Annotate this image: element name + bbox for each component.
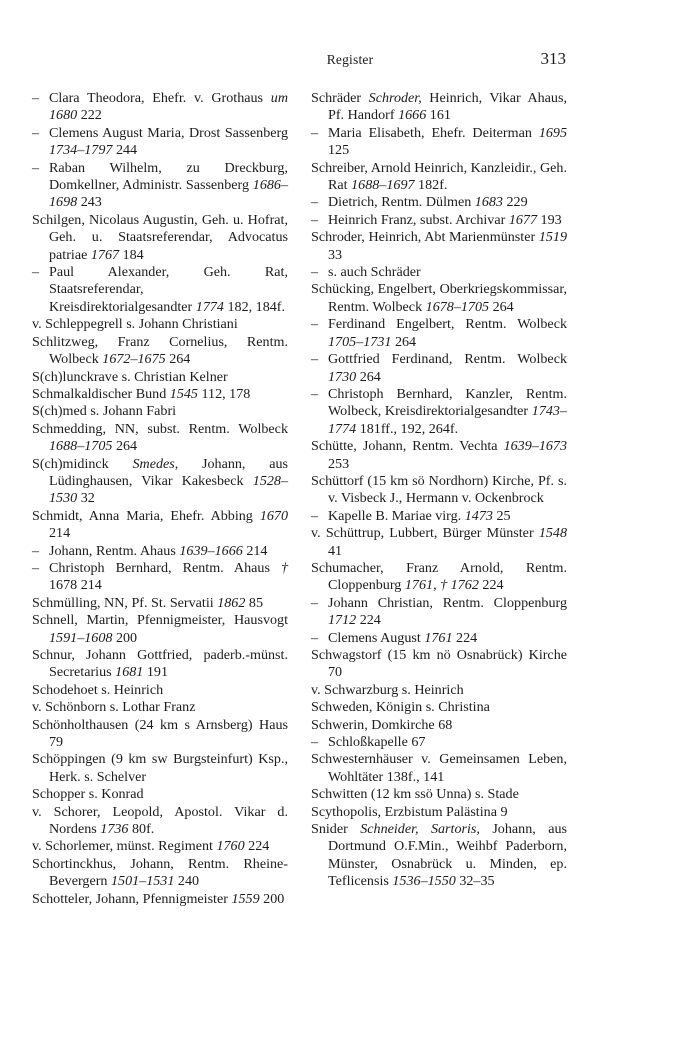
entry-text: 214 xyxy=(242,542,268,559)
entry-text: Clemens August Maria, Drost Sassenberg xyxy=(49,124,288,141)
entry-text: S(ch)midinck xyxy=(32,455,133,472)
index-subentry xyxy=(32,264,288,316)
entry-text: 264 xyxy=(391,333,417,350)
entry-text: Heinrich Franz, subst. Archivar xyxy=(328,211,509,228)
entry-italic-text: 1559 xyxy=(231,890,260,907)
entry-text: v. Schleppegrell s. Johann Christiani xyxy=(32,316,238,333)
subentry-dash: – xyxy=(311,594,319,611)
entry-italic-text: 1501–1531 xyxy=(110,873,175,890)
index-entry xyxy=(311,751,567,786)
entry-text: v. Schorlemer, münst. Regiment xyxy=(32,838,217,855)
entry-italic-text: 1767 xyxy=(90,246,120,263)
subentry-dash: – xyxy=(311,124,319,141)
entry-text: s. auch Schräder xyxy=(328,264,421,281)
entry-text: Schnell, Martin, Pfennigmeister, Hausvogt xyxy=(32,612,288,629)
entry-text: Schmedding, NN, subst. Rentm. Wolbeck xyxy=(32,420,288,437)
index-entry xyxy=(311,525,567,560)
index-entry xyxy=(32,212,288,264)
index-subentry xyxy=(311,316,567,351)
index-entry xyxy=(32,595,288,612)
entry-text: 125 xyxy=(328,142,350,159)
entry-text: Schweden, Königin s. Christina xyxy=(311,699,490,716)
entry-text: 182, 184f. xyxy=(223,298,286,315)
entry-italic-text: Schroder, xyxy=(368,90,422,106)
entry-italic-text: 1761, † 1762 xyxy=(404,577,479,594)
entry-text: 32 xyxy=(77,490,95,507)
entry-italic-text: 1683 xyxy=(474,194,503,211)
entry-italic-text: 1519 xyxy=(538,229,567,246)
entry-italic-text: 1473 xyxy=(464,507,493,524)
entry-text: Christoph Bernhard, Rentm. Ahaus xyxy=(49,559,281,576)
entry-text: Clemens August xyxy=(328,629,425,646)
entry-text: 161 xyxy=(426,107,451,124)
entry-italic-text: 1639–1673 xyxy=(503,438,567,455)
index-entry xyxy=(32,682,288,699)
subentry-dash: – xyxy=(32,264,40,281)
index-subentry xyxy=(311,595,567,630)
entry-text: Schnur, Johann Gottfried, paderb.-münst. Secretarius xyxy=(32,647,288,681)
entry-text: Schmidt, Anna Maria, Ehefr. Abbing xyxy=(32,507,260,524)
entry-text: Schönholthausen (24 km s Arnsberg) Haus 79 xyxy=(32,716,288,751)
subentry-dash: – xyxy=(311,211,319,228)
entry-text: 264 xyxy=(165,351,191,368)
entry-text: 200 xyxy=(112,629,138,646)
index-entry xyxy=(32,421,288,456)
entry-text: 264 xyxy=(489,298,514,315)
entry-italic-text: 1743–1774 xyxy=(328,403,567,437)
entry-italic-text: 1760 xyxy=(216,838,245,855)
index-entry xyxy=(32,334,288,369)
entry-italic-text: 1774 xyxy=(195,298,224,315)
index-entry xyxy=(32,891,288,908)
index-subentry xyxy=(32,90,288,125)
subentry-dash: – xyxy=(32,559,40,576)
entry-text: 240 xyxy=(174,873,200,890)
subentry-dash: – xyxy=(311,629,319,646)
index-entry xyxy=(32,804,288,839)
index-column-left xyxy=(32,90,288,908)
entry-text: Gottfried Ferdinand, Rentm. Wolbeck xyxy=(328,351,567,368)
entry-text: Schücking, Engelbert, Oberkriegskommissar, Rentm. Wolbeck xyxy=(311,281,567,315)
entry-text: Schwesternhäuser v. Gemeinsamen Leben, Wohltäter 138f., 141 xyxy=(311,751,567,785)
entry-italic-text: 1677 xyxy=(508,211,538,228)
index-entry xyxy=(311,786,567,803)
entry-italic-text: Smedes, xyxy=(132,455,179,472)
entry-text: 200 xyxy=(259,890,285,907)
index-entry xyxy=(32,316,288,333)
entry-italic-text: 1666 xyxy=(398,107,427,124)
entry-text: Christoph Bernhard, Kanzler, Rentm. Wolbeck, Kreisdirektorialgesandter xyxy=(328,385,567,420)
entry-text: 181ff., 192, 264f. xyxy=(356,420,459,437)
index-column-right xyxy=(311,90,567,891)
index-entry xyxy=(311,804,567,821)
entry-text: 243 xyxy=(77,194,102,211)
index-entry xyxy=(32,403,288,420)
entry-text: 224 xyxy=(356,612,381,629)
entry-italic-text: 1688–1697 xyxy=(351,177,415,194)
index-entry xyxy=(32,456,288,508)
index-subentry xyxy=(32,160,288,212)
entry-text: Schroder, Heinrich, Abt Marienmünster xyxy=(311,229,539,246)
entry-text: Schwerin, Domkirche 68 xyxy=(311,716,453,733)
index-subentry xyxy=(32,543,288,560)
entry-text: 264 xyxy=(112,438,138,455)
entry-text: 25 xyxy=(492,507,511,524)
entry-italic-text: Schneider, Sartoris, xyxy=(360,821,480,838)
entry-italic-text: 1712 xyxy=(328,612,357,629)
entry-text: Schodehoet s. Heinrich xyxy=(32,681,164,698)
subentry-dash: – xyxy=(311,351,319,368)
entry-text: Johann Christian, Rentm. Cloppenburg xyxy=(328,594,567,611)
subentry-dash: – xyxy=(311,507,319,524)
entry-text: v. Schüttrup, Lubbert, Bürger Münster xyxy=(311,525,539,542)
entry-italic-text: 1688–1705 xyxy=(49,438,113,455)
subentry-dash: – xyxy=(32,159,40,176)
entry-italic-text: 1736 xyxy=(100,821,129,838)
index-entry xyxy=(32,856,288,891)
index-entry xyxy=(311,281,567,316)
index-entry xyxy=(32,838,288,855)
entry-text: Scythopolis, Erzbistum Palästina 9 xyxy=(311,803,508,820)
entry-text: Heinrich, Vikar Ahaus, Pf. Handorf xyxy=(328,90,567,124)
index-entry xyxy=(32,386,288,403)
index-entry xyxy=(32,751,288,786)
entry-text: Schotteler, Johann, Pfennigmeister xyxy=(32,890,232,907)
entry-text: Schortinckhus, Johann, Rentm. Rheine-Bevergern xyxy=(32,855,288,890)
entry-text: v. Schönborn s. Lothar Franz xyxy=(32,699,196,716)
index-subentry xyxy=(311,125,567,160)
entry-text: Schloßkapelle 67 xyxy=(328,734,426,751)
entry-italic-text: 1686–1698 xyxy=(49,177,288,211)
index-entry xyxy=(311,647,567,682)
entry-text: Kapelle B. Mariae virg. xyxy=(328,507,465,524)
entry-text: Schumacher, Franz Arnold, Rentm. Cloppenburg xyxy=(311,559,567,594)
entry-text: Schlitzweg, Franz Cornelius, Rentm. Wolbeck xyxy=(32,333,288,368)
entry-italic-text: † xyxy=(280,559,288,576)
entry-text: 32–35 xyxy=(455,873,495,890)
entry-text: Schräder xyxy=(311,90,369,106)
index-entry xyxy=(311,229,567,264)
entry-text: S(ch)med s. Johann Fabri xyxy=(32,403,177,420)
entry-italic-text: 1672–1675 xyxy=(102,351,166,368)
entry-text: 112, 178 xyxy=(197,385,251,402)
entry-text: Clara Theodora, Ehefr. v. Grothaus xyxy=(49,90,271,106)
index-entry xyxy=(311,560,567,595)
subentry-dash: – xyxy=(32,124,40,141)
index-entry xyxy=(32,786,288,803)
entry-italic-text: 1761 xyxy=(424,629,453,646)
entry-text: 193 xyxy=(537,211,562,228)
entry-italic-text: 1639–1666 xyxy=(179,542,243,559)
entry-text: 264 xyxy=(356,368,381,385)
entry-text: Schopper s. Konrad xyxy=(32,786,144,803)
entry-text: v. Schorer, Leopold, Apostol. Vikar d. Nordens xyxy=(32,803,288,838)
entry-text: 80f. xyxy=(128,821,155,838)
entry-text: 1678 214 xyxy=(49,577,102,594)
entry-text: 253 xyxy=(328,455,350,472)
entry-italic-text: 1678–1705 xyxy=(425,298,490,315)
entry-italic-text: 1548 xyxy=(538,525,567,542)
entry-italic-text: 1681 xyxy=(115,664,144,681)
entry-text: Paul Alexander, Geh. Rat, Staatsreferendar, Kreisdirektorialgesandter xyxy=(49,264,288,315)
entry-text: Maria Elisabeth, Ehefr. Deiterman xyxy=(328,124,539,141)
entry-text: S(ch)lunckrave s. Christian Kelner xyxy=(32,368,228,385)
entry-italic-text: 1862 xyxy=(217,594,246,611)
entry-text: Schütte, Johann, Rentm. Vechta xyxy=(311,438,504,455)
index-subentry xyxy=(311,734,567,751)
index-entry xyxy=(32,699,288,716)
index-subentry xyxy=(311,630,567,647)
entry-text: Johann, aus Dortmund O.F.Min., Weihbf Paderborn, Münster, Osnabrück u. Minden, ep. Teflicensis xyxy=(328,821,567,890)
index-subentry xyxy=(311,351,567,386)
running-head: Register xyxy=(326,52,374,67)
entry-text: Dietrich, Rentm. Dülmen xyxy=(328,194,475,211)
index-entry xyxy=(311,682,567,699)
subentry-dash: – xyxy=(32,90,40,106)
index-entry xyxy=(32,508,288,543)
entry-italic-text: 1730 xyxy=(328,368,357,385)
entry-text: 182f. xyxy=(414,177,448,194)
entry-text: Schreiber, Arnold Heinrich, Kanzleidir., Geh. Rat xyxy=(311,159,567,194)
entry-text: Ferdinand Engelbert, Rentm. Wolbeck xyxy=(328,316,567,333)
index-entry xyxy=(32,717,288,752)
index-subentry xyxy=(32,560,288,595)
subentry-dash: – xyxy=(311,385,319,402)
index-entry xyxy=(311,473,567,508)
entry-text: 41 xyxy=(328,542,343,559)
index-entry xyxy=(32,612,288,647)
entry-italic-text: 1528–1530 xyxy=(49,472,288,507)
entry-italic-text: 1591–1608 xyxy=(49,629,113,646)
entry-text: 85 xyxy=(245,594,263,611)
entry-text: 191 xyxy=(143,664,168,681)
index-entry xyxy=(311,160,567,195)
subentry-dash: – xyxy=(311,194,319,211)
entry-italic-text: um 1680 xyxy=(49,90,288,124)
entry-italic-text: 1705–1731 xyxy=(328,333,392,350)
entry-italic-text: 1734–1797 xyxy=(49,142,113,159)
index-subentry xyxy=(311,386,567,438)
entry-text: 224 xyxy=(244,838,270,855)
entry-text: 224 xyxy=(452,629,478,646)
index-entry xyxy=(311,90,567,125)
subentry-dash: – xyxy=(311,316,319,333)
entry-text: Snider xyxy=(311,821,361,838)
entry-italic-text: 1695 xyxy=(538,124,567,141)
entry-text: Schüttorf (15 km sö Nordhorn) Kirche, Pf. s. v. Visbeck J., Hermann v. Ockenbrock xyxy=(311,472,567,507)
index-entry xyxy=(311,438,567,473)
page-number: 313 xyxy=(540,49,566,68)
entry-text: Schmalkaldischer Bund xyxy=(32,385,170,402)
entry-text: 224 xyxy=(478,577,504,594)
entry-text: Schöppingen (9 km sw Burgsteinfurt) Ksp., Herk. s. Schelver xyxy=(32,751,288,785)
subentry-dash: – xyxy=(311,734,319,751)
subentry-dash: – xyxy=(32,542,40,559)
entry-text: 222 xyxy=(77,107,102,124)
subentry-dash: – xyxy=(311,264,319,281)
index-subentry xyxy=(32,125,288,160)
entry-text: v. Schwarzburg s. Heinrich xyxy=(311,681,464,698)
entry-text: 184 xyxy=(119,246,144,263)
entry-text: 214 xyxy=(49,525,71,542)
entry-text: Schmülling, NN, Pf. St. Servatii xyxy=(32,594,218,611)
entry-text: Johann, Rentm. Ahaus xyxy=(49,542,180,559)
entry-text: Raban Wilhelm, zu Dreckburg, Domkellner, Administr. Sassenberg xyxy=(49,159,288,194)
index-entry xyxy=(32,647,288,682)
index-subentry xyxy=(311,508,567,525)
index-subentry xyxy=(311,212,567,229)
entry-text: 33 xyxy=(328,246,343,263)
entry-text: Schwitten (12 km ssö Unna) s. Stade xyxy=(311,786,519,803)
index-subentry xyxy=(311,264,567,281)
entry-italic-text: 1536–1550 xyxy=(392,873,456,890)
index-entry xyxy=(311,717,567,734)
index-subentry xyxy=(311,194,567,211)
entry-text: Johann, aus Lüdinghausen, Vikar Kakesbeck xyxy=(49,455,288,489)
index-entry xyxy=(311,699,567,716)
entry-text: 244 xyxy=(112,142,138,159)
entry-text: Schilgen, Nicolaus Augustin, Geh. u. Hofrat, Geh. u. Staatsreferendar, Advocatus patriae xyxy=(32,211,288,263)
entry-italic-text: 1545 xyxy=(169,385,198,402)
entry-text: Schwagstorf (15 km nö Osnabrück) Kirche 70 xyxy=(311,647,567,681)
entry-text: 229 xyxy=(502,194,528,211)
index-entry xyxy=(311,821,567,891)
entry-italic-text: 1670 xyxy=(259,507,288,524)
index-entry xyxy=(32,369,288,386)
